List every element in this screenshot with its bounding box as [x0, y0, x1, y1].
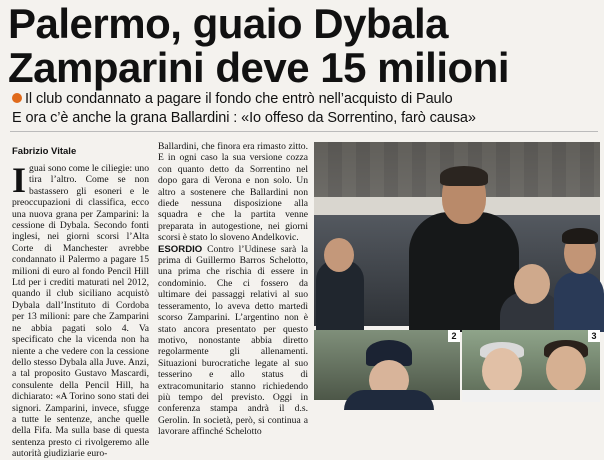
headline-line-2: Zamparini deve 15 milioni: [8, 44, 509, 91]
photo-small-3: [462, 330, 600, 400]
photo-number-3: 3: [588, 330, 600, 342]
subhead-esordio: ESORDIO: [158, 243, 203, 255]
person-1-face: [482, 348, 522, 394]
person-left-head: [324, 238, 354, 272]
photo-small-2: [314, 330, 460, 400]
person-right-1-head: [514, 264, 550, 304]
photo-number-2: 2: [448, 330, 460, 342]
person-coat: [344, 390, 434, 410]
person-2-face: [546, 346, 586, 392]
column-1-text: guai sono come le ciliegie: uno tira l’altro. Come se non bastassero gli esoneri e le preoccupazioni di classifica, ecco una nuova grana per Zamparini: la cessione di Dybala. Secondo fonti inglesi, nei giorni scorsi l’Alta Corte di Manchester avrebbe condannato il Palermo a pagare 15 milioni di euro al fondo Pencil Hill Ltd per i crediti maturati nel 2012, quando il club siciliano acquistò Dybala dall’Instituto di Cordoba per 13 milioni: pare che Zamparini ne abbia pagati solo 4. Va specificato che la vicenda non ha niente a che vedere con la cessione dello stesso Dybala alla Juve. Anzi, a tal proposito Gustavo Mascardi, consulente della Pencil Hill, ha dichiarato: «A Torino sono stati dei signori. Zamparini, invece, sfugge a tutte le sentenze, anche quelle della Fifa. Ma sulla base di questa sentenza presto ci rivolgeremo alle autorità giudiziarie euro-: [12, 163, 149, 460]
main-photo: [314, 142, 600, 326]
person-right-2-hair: [562, 228, 598, 244]
headline: [8, 2, 598, 90]
person-right-2-body: [554, 272, 604, 332]
coach-hair: [440, 166, 488, 186]
deck-line-2: E ora c’è anche la grana Ballardini : «Io offeso da Sorrentino, farò causa»: [12, 110, 476, 126]
article-column-1: [12, 160, 149, 460]
column-2-text-2: Contro l’Udinese sarà la prima di Guillermo Barros Schelotto, una prima che rischia di essere in condominio. Che ci fossero da ultimare dei passaggi relativi al suo tesseramento, lo aveva detto martedì scorso Zamparini. L’argentino non è stato ancora presentato per questo motivo, nonostante abbia diretto regolarmente gli allenamenti. Situazioni burocratiche legate al suo tesserino e allo status di extracomunitario stanno richiedendo più tempo del previsto. Oggi in conferenza stampa andrà il d.s. Gerolin. In società, però, si continua a lavorare affinché Schelotto: [158, 243, 308, 438]
shirts: [462, 390, 600, 402]
deck-text-1: Il club condannato a pagare il fondo che entrò nell’acquisto di Paulo: [25, 91, 453, 107]
dropcap: I: [12, 160, 27, 200]
deck-line-1: [12, 90, 598, 109]
article-column-2: [158, 141, 308, 438]
column-2-text-1: Ballardini, che finora era rimasto zitto. E in ogni caso la sua versione cozza con quanto detto da Sorrentino nel dopo gara di Verona e non solo. Un altro a sostenere che Ballardini non diede nessuna disposizione alla squadra e che la partita venne preparata in autogestione, nei giorni scorsi è stato lo sloveno Andelkovic.: [158, 141, 308, 244]
deck: [12, 90, 598, 128]
byline: Fabrizio Vitale: [12, 146, 77, 157]
bullet-icon: [12, 93, 22, 103]
divider: [10, 131, 598, 132]
headline-line-1: Palermo, guaio Dybala: [8, 0, 448, 47]
